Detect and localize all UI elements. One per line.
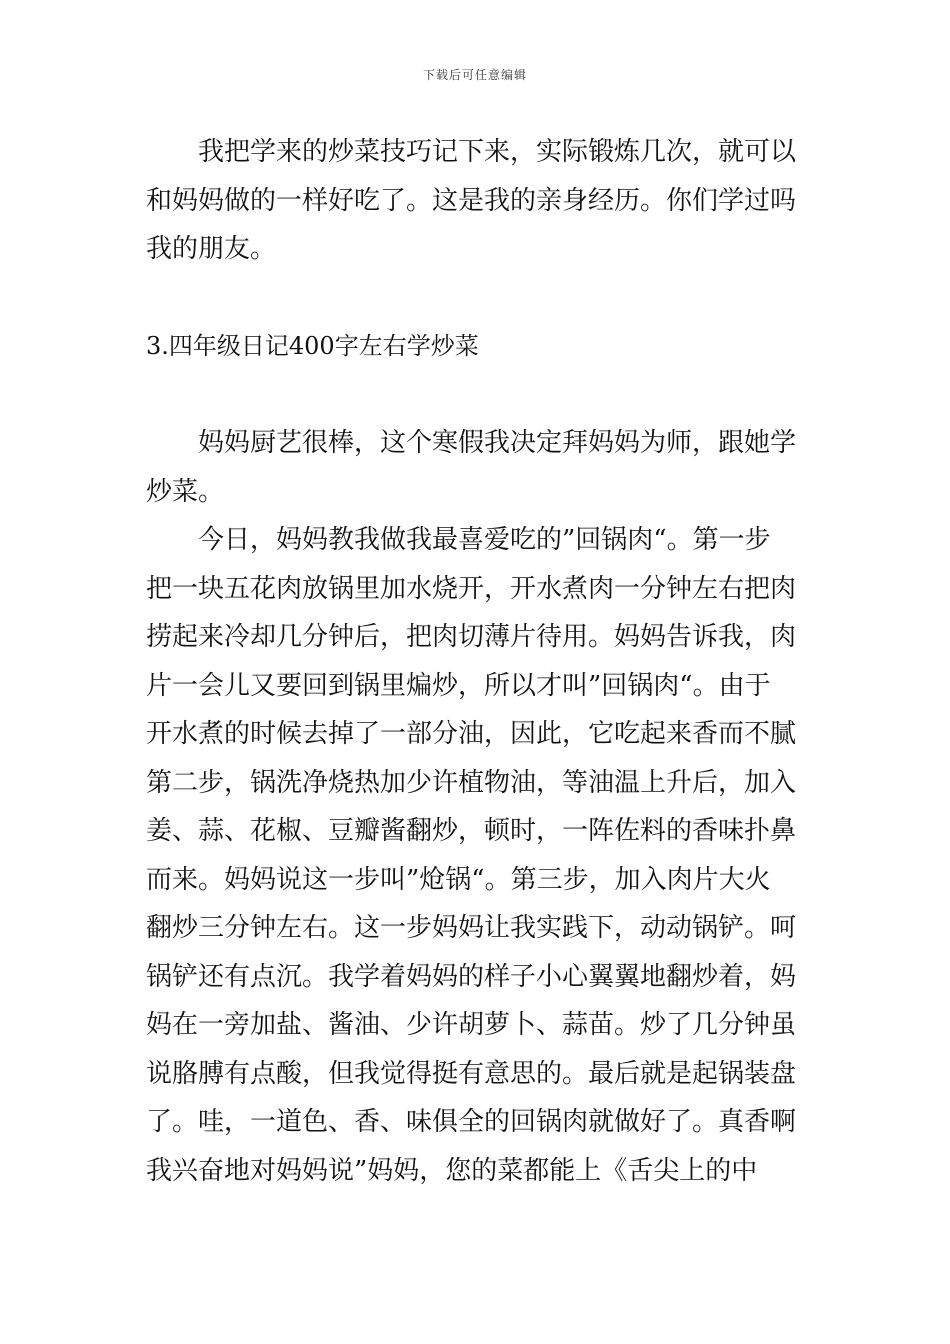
text-line: 片一会儿又要回到锅里煸炒，所以才叫”回锅肉“。由于 bbox=[146, 670, 771, 701]
page-header: 下载后可任意编辑 bbox=[422, 68, 527, 82]
text-line: 锅铲还有点沉。我学着妈妈的样子小心翼翼地翻炒着，妈 bbox=[146, 961, 797, 992]
paragraph-1 bbox=[146, 128, 806, 274]
section-heading: 3.四年级日记400字左右学炒菜 bbox=[146, 332, 479, 360]
text-line: 翻炒三分钟左右。这一步妈妈让我实践下，动动锅铲。呵 bbox=[146, 913, 797, 943]
text-line: 我兴奋地对妈妈说”妈妈，您的菜都能上《舌尖上的中 bbox=[146, 1155, 758, 1186]
paragraph-2 bbox=[146, 419, 806, 516]
text-line: 我的朋友。 bbox=[146, 234, 277, 264]
document-body bbox=[146, 128, 806, 1195]
text-line: 姜、蒜、花椒、豆瓣酱翻炒，顿时，一阵佐料的香味扑鼻 bbox=[146, 816, 797, 846]
text-line: 捞起来冷却几分钟后，把肉切薄片待用。妈妈告诉我，肉 bbox=[146, 622, 797, 652]
text-line: 而来。妈妈说这一步叫”炝锅“。第三步，加入肉片大火 bbox=[146, 864, 771, 895]
paragraph-gap bbox=[146, 371, 806, 420]
paragraph-gap bbox=[146, 274, 806, 323]
paragraph-3 bbox=[146, 516, 806, 1195]
text-line: 妈在一旁加盐、酱油、少许胡萝卜、蒜苗。炒了几分钟虽 bbox=[146, 1010, 797, 1040]
text-line: 我把学来的炒菜技巧记下来，实际锻炼几次，就可以 bbox=[198, 137, 797, 167]
text-line: 和妈妈做的一样好吃了。这是我的亲身经历。你们学过吗 bbox=[146, 185, 797, 216]
text-line: 妈妈厨艺很棒，这个寒假我决定拜妈妈为师，跟她学 bbox=[198, 428, 797, 458]
text-line: 开水煮的时候去掉了一部分油，因此，它吃起来香而不腻 bbox=[146, 719, 797, 749]
text-line: 把一块五花肉放锅里加水烧开，开水煮肉一分钟左右把肉 bbox=[146, 573, 797, 604]
text-line: 炒菜。 bbox=[146, 476, 225, 507]
text-line: 今日，妈妈教我做我最喜爱吃的”回锅肉“。第一步 bbox=[198, 525, 771, 555]
text-line: 了。哇，一道色、香、味俱全的回锅肉就做好了。真香啊 bbox=[146, 1107, 797, 1137]
text-line: 第二步，锅洗净烧热加少许植物油，等油温上升后，加入 bbox=[146, 767, 797, 798]
text-line: 说胳膊有点酸，但我觉得挺有意思的。最后就是起锅装盘 bbox=[146, 1058, 797, 1089]
